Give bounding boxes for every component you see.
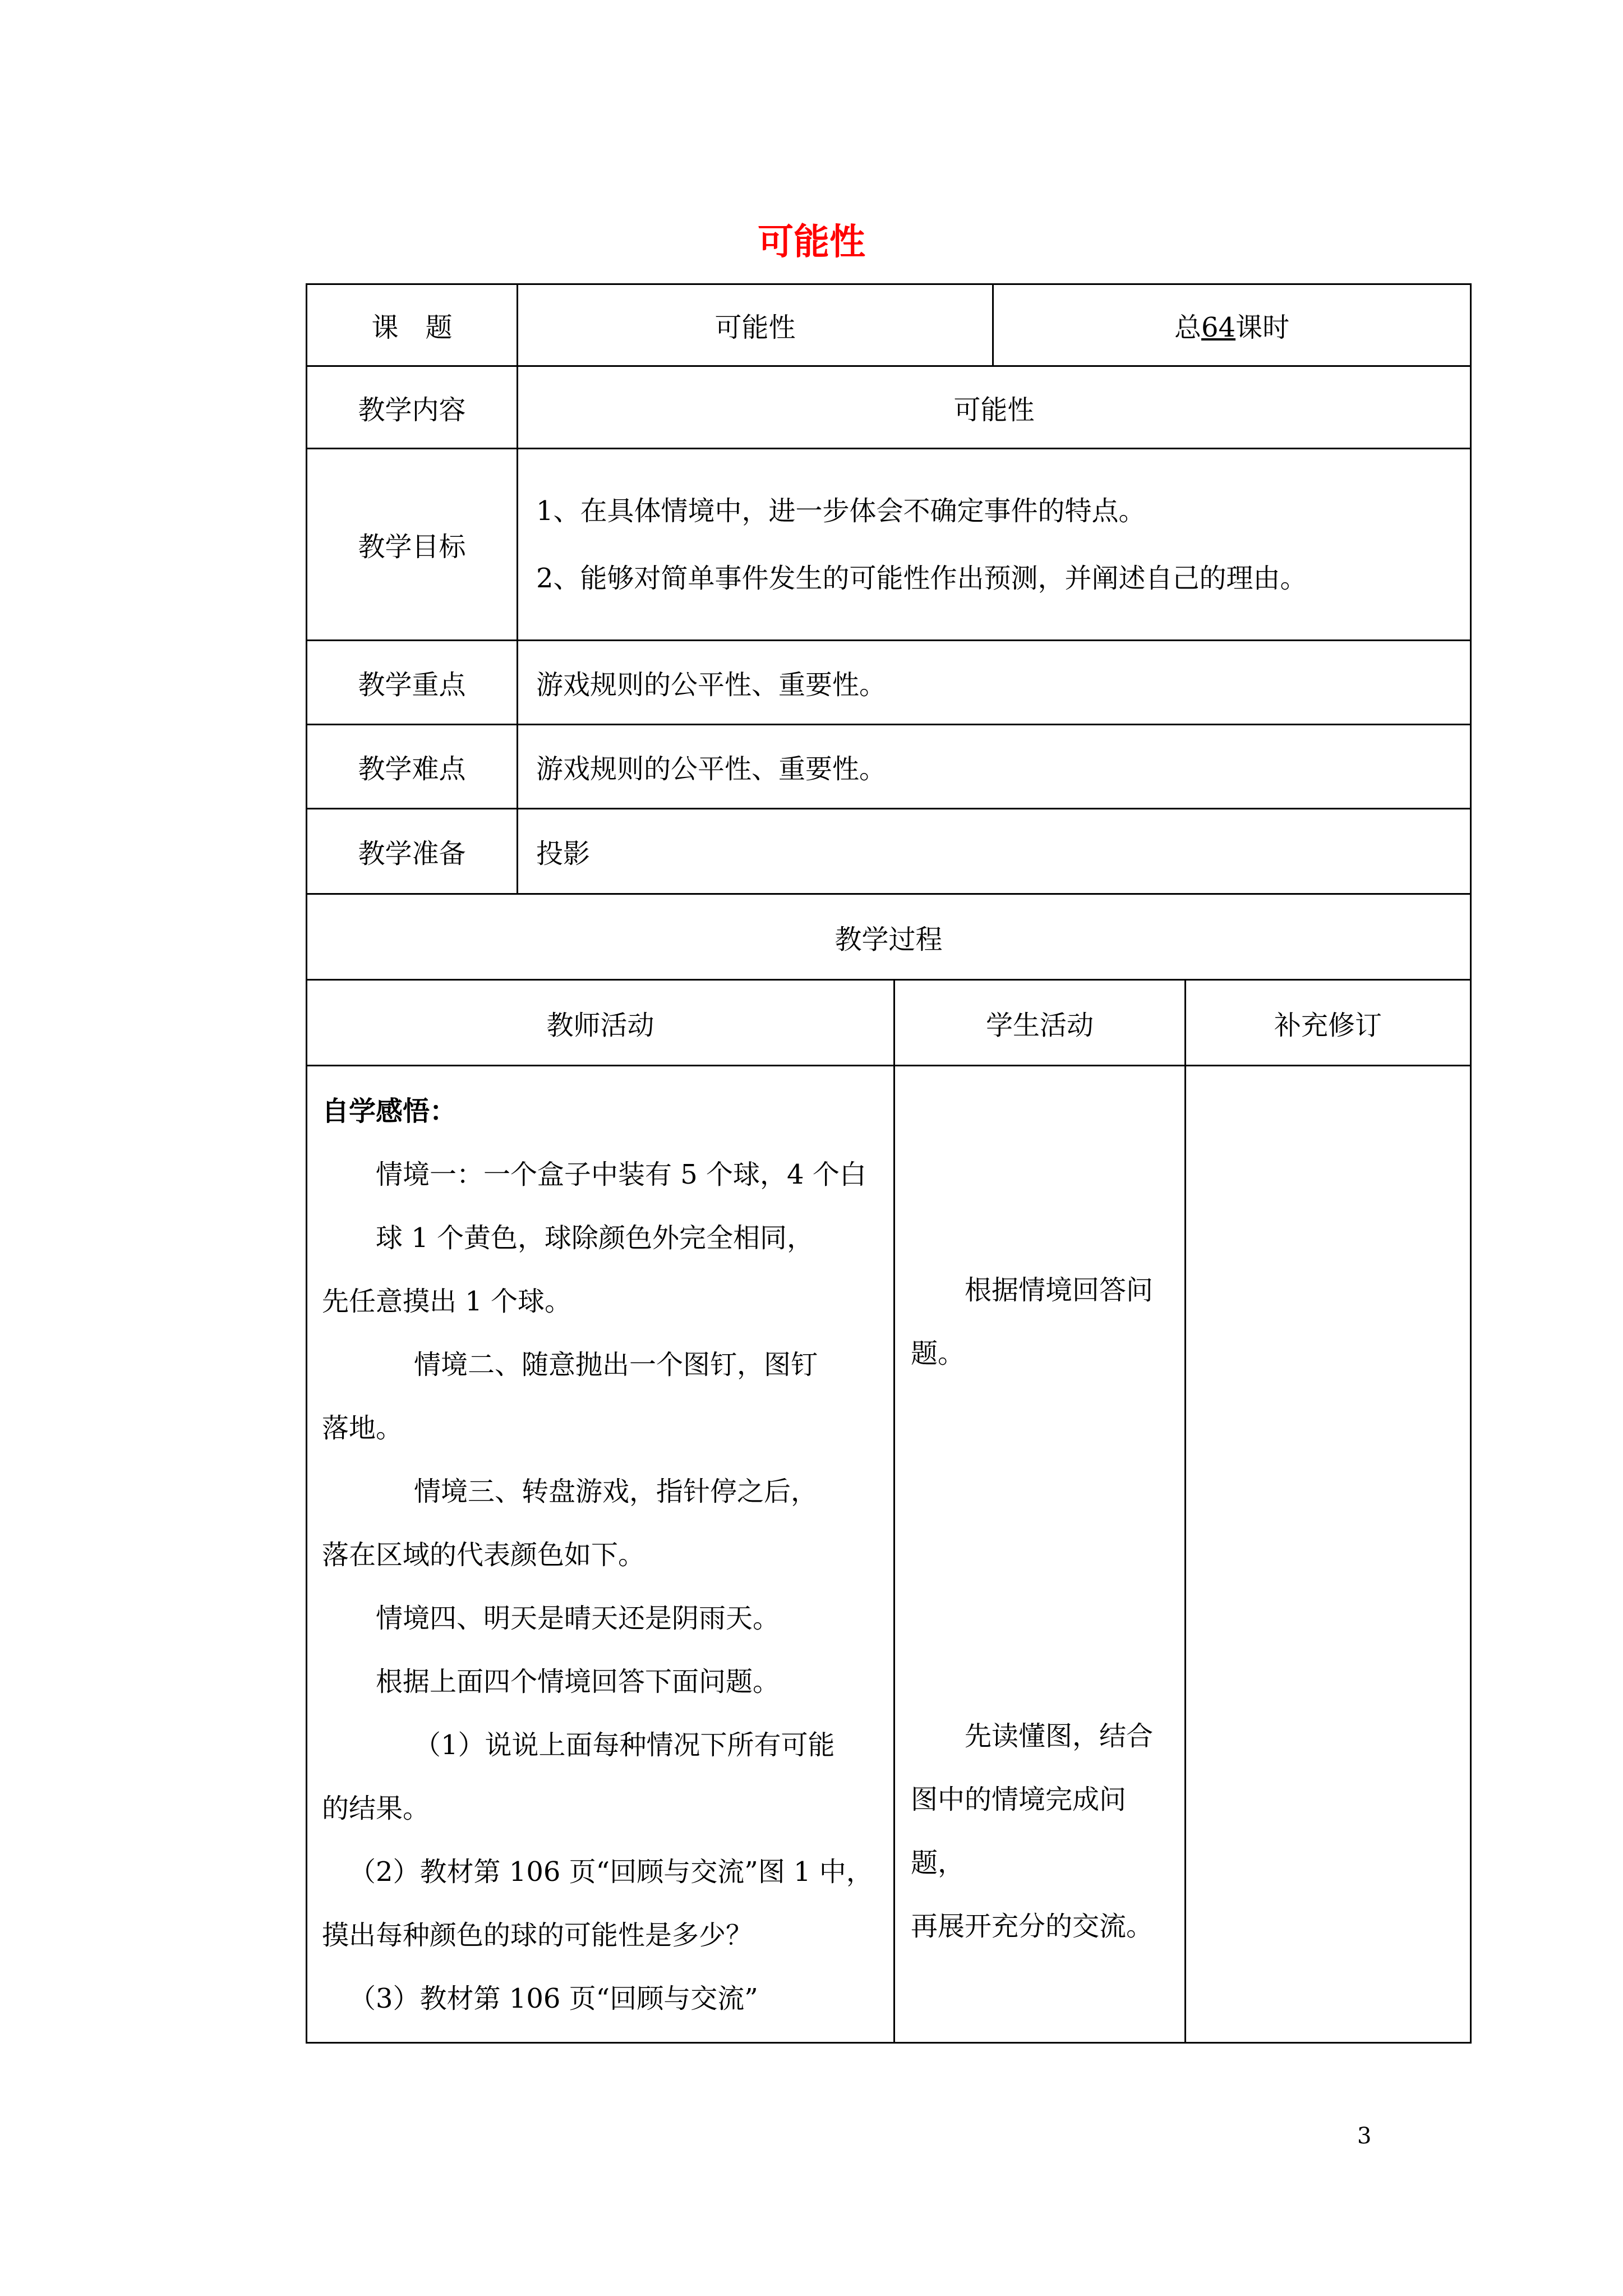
- activity-row: [307, 1066, 1471, 2043]
- teacher-line: （2）教材第 106 页“回顾与交流”图 1 中，: [349, 1856, 873, 1888]
- self-study-heading: 自学感悟：: [322, 1096, 457, 1127]
- topic-label: 课 题: [307, 284, 518, 366]
- difficulty-row: [307, 725, 1471, 809]
- preparation-label: 教学准备: [307, 809, 518, 894]
- teacher-line: 情境一：一个盒子中装有 5 个球，4 个白: [376, 1159, 866, 1190]
- process-header: 教学过程: [307, 894, 1471, 980]
- student-line: 先读懂图，结合: [965, 1720, 1154, 1752]
- teacher-line: （3）教材第 106 页“回顾与交流”: [349, 1983, 758, 2014]
- teacher-line: 落地。: [322, 1412, 403, 1444]
- difficulty-label: 教学难点: [307, 725, 518, 809]
- student-activity-header: 学生活动: [895, 980, 1186, 1066]
- student-line: 根据情境回答问: [965, 1274, 1154, 1306]
- goal-item: 2、能够对简单事件发生的可能性作出预测，并阐述自己的理由。: [536, 562, 1307, 594]
- goals-row: [307, 449, 1471, 641]
- column-header-row: [307, 980, 1471, 1066]
- content-row: [307, 366, 1471, 449]
- revision-header: 补充修订: [1186, 980, 1471, 1066]
- page-number: 3: [1357, 2123, 1372, 2149]
- teacher-line: 情境二、随意抛出一个图钉，图钉: [414, 1349, 818, 1381]
- teacher-line: 的结果。: [322, 1793, 430, 1824]
- teacher-activity-header: 教师活动: [307, 980, 895, 1066]
- key-point-label: 教学重点: [307, 641, 518, 725]
- teacher-line: 落在区域的代表颜色如下。: [322, 1539, 645, 1571]
- teacher-line: 先任意摸出 1 个球。: [322, 1286, 572, 1317]
- document-title: 可能性: [758, 222, 865, 263]
- teacher-line: 根据上面四个情境回答下面问题。: [376, 1666, 780, 1697]
- student-activity-cell: [895, 1066, 1186, 2043]
- revision-cell: [1186, 1066, 1471, 2043]
- process-header-row: [307, 894, 1471, 980]
- lesson-plan-table: [306, 283, 1472, 2044]
- teacher-line: 摸出每种颜色的球的可能性是多少？: [322, 1920, 753, 1951]
- content-value: 可能性: [518, 366, 1471, 449]
- student-line: 再展开充分的交流。: [911, 1911, 1154, 1942]
- goal-item: 1、在具体情境中，进一步体会不确定事件的特点。: [536, 495, 1146, 527]
- difficulty-value: 游戏规则的公平性、重要性。: [518, 725, 1471, 809]
- teacher-activity-cell: [307, 1066, 895, 2043]
- preparation-value: 投影: [518, 809, 1471, 894]
- content-label: 教学内容: [307, 366, 518, 449]
- key-point-row: [307, 641, 1471, 725]
- total-lessons: [993, 284, 1471, 366]
- preparation-row: [307, 809, 1471, 894]
- student-line: 题。: [911, 1338, 965, 1369]
- teacher-line: 情境四、明天是晴天还是阴雨天。: [376, 1603, 780, 1634]
- total-number: 64: [1201, 312, 1236, 343]
- goals-label: 教学目标: [307, 449, 518, 641]
- teacher-line: 情境三、转盘游戏，指针停之后，: [414, 1476, 818, 1507]
- key-point-value: 游戏规则的公平性、重要性。: [518, 641, 1471, 725]
- student-line: 图中的情境完成问题，: [911, 1784, 1127, 1879]
- topic-row: [307, 284, 1471, 366]
- total-prefix: 总: [1174, 312, 1201, 343]
- teacher-line: 球 1 个黄色，球除颜色外完全相同，: [376, 1222, 814, 1254]
- total-suffix: 课时: [1235, 312, 1290, 343]
- topic-value: 可能性: [518, 284, 993, 366]
- teacher-line: （1）说说上面每种情况下所有可能: [414, 1729, 835, 1761]
- goals-list: [518, 449, 1471, 641]
